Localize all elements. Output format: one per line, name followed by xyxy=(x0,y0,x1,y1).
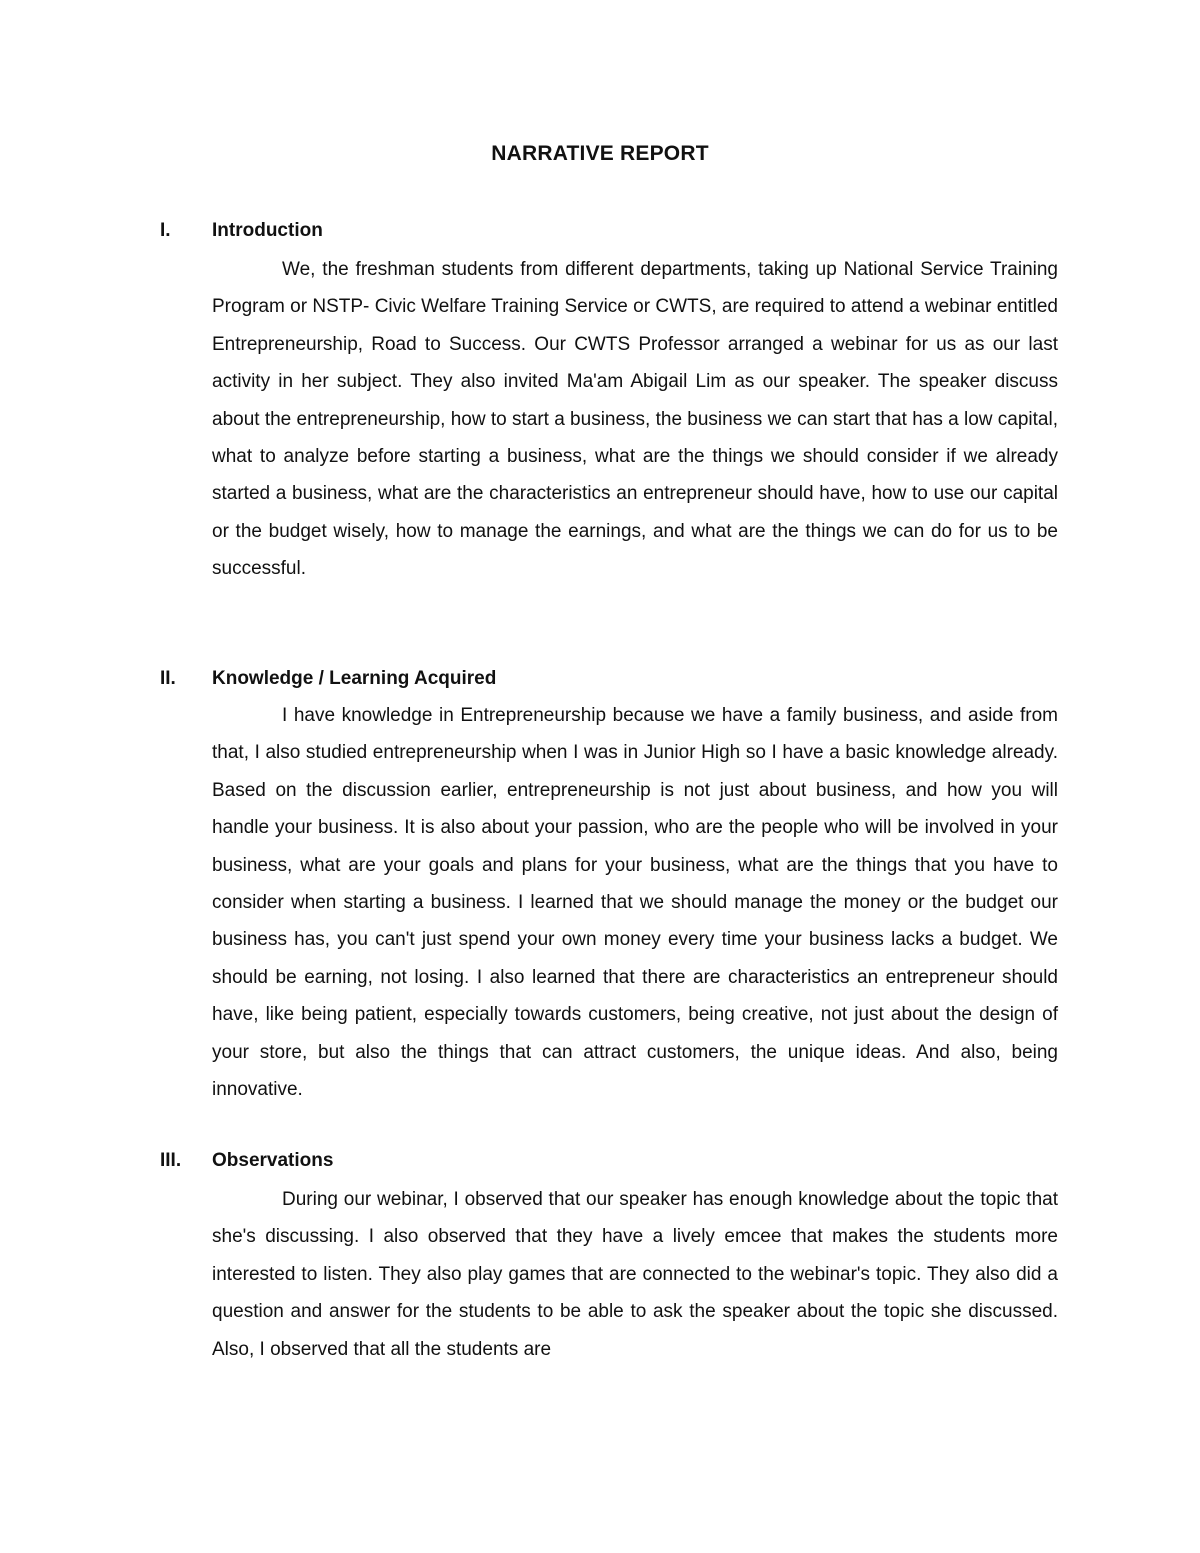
section-heading: Knowledge / Learning Acquired xyxy=(212,668,497,689)
section-body: We, the freshman students from different departments, taking up National Service Training Program or NSTP- Civic Welfare Training Service or CWTS, are required to attend a webinar entitled Entrepreneurship, Road to Success. Our CWTS Professor arranged a webinar for us as our last activity in her subject. They also invited Ma'am Abigail Lim as our speaker. The speaker discuss about the entrepreneurship, how to start a business, the business we can start that has a low capital, what to analyze before starting a business, what are the things we should consider if we already started a business, what are the characteristics an entrepreneur should have, how to use our capital or the budget wisely, how to manage the earnings, and what are the things we can do for us to be successful. xyxy=(212,259,1058,580)
section-heading: Introduction xyxy=(212,220,323,241)
section-number: I. xyxy=(160,220,171,241)
section-body: During our webinar, I observed that our speaker has enough knowledge about the topic that she's discussing. I also observed that they have a lively emcee that makes the students more interested to listen. They also play games that are connected to the webinar's topic. They also did a question and answer for the students to be able to ask the speaker about the topic she discussed. Also, I observed that all the students are xyxy=(212,1189,1058,1360)
document-title: NARRATIVE REPORT xyxy=(491,142,709,165)
section-heading: Observations xyxy=(212,1150,334,1171)
section-number: III. xyxy=(160,1150,182,1171)
section-body: I have knowledge in Entrepreneurship because we have a family business, and aside from that, I also studied entrepreneurship when I was in Junior High so I have a basic knowledge already. Based on the discussion earlier, entrepreneurship is not just about business, and how you will handle your business. It is also about your passion, who are the people who will be involved in your business, what are your goals and plans for your business, what are the things that you have to consider when starting a business. I learned that we should manage the money or the budget our business has, you can't just spend your own money every time your business lacks a budget. We should be earning, not losing. I also learned that there are characteristics an entrepreneur should have, like being patient, especially towards customers, being creative, not just about the design of your store, but also the things that can attract customers, the unique ideas. And also, being innovative. xyxy=(212,705,1058,1101)
section-number: II. xyxy=(160,668,176,689)
